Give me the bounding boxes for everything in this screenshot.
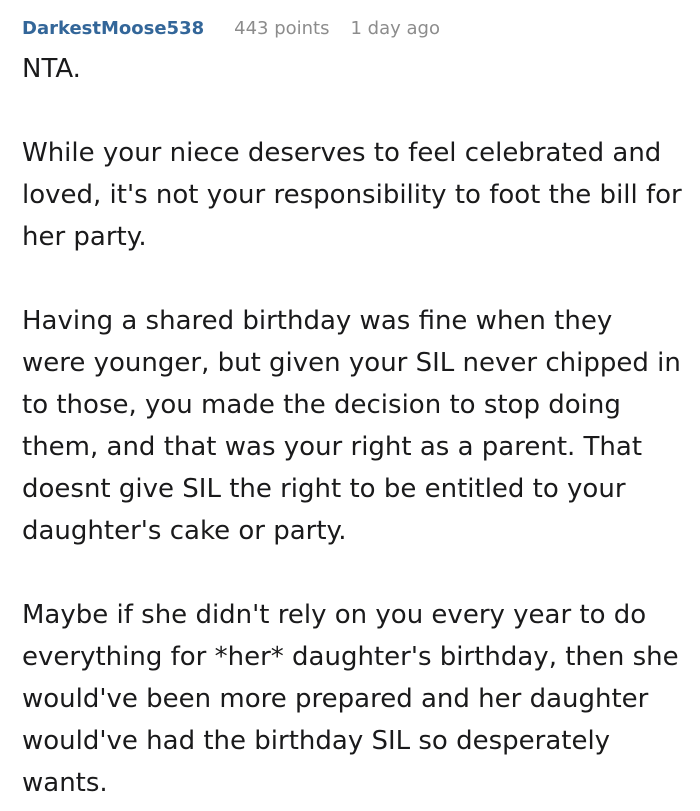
comment-body <box>22 48 682 804</box>
comment-paragraph: Maybe if she didn't rely on you every year to do everything for *her* daughter's birthday, then she would've been more prepared and her daughter would've had the birthday SIL so desperately wants. <box>22 600 679 798</box>
comment-paragraph: Having a shared birthday was fine when they were younger, but given your SIL never chipped in to those, you made the decision to stop doing them, and that was your right as a parent. That doesnt give SIL the right to be entitled to your daughter's cake or party. <box>22 306 681 546</box>
timestamp: 1 day ago <box>350 18 440 39</box>
comment-header <box>22 0 682 48</box>
username-link[interactable]: DarkestMoose538 <box>22 18 205 39</box>
comment <box>22 0 682 804</box>
points-count: 443 points <box>234 18 330 39</box>
comment-paragraph: While your niece deserves to feel celebrated and loved, it's not your responsibility to foot the bill for her party. <box>22 138 682 252</box>
comment-paragraph: NTA. <box>22 54 81 84</box>
